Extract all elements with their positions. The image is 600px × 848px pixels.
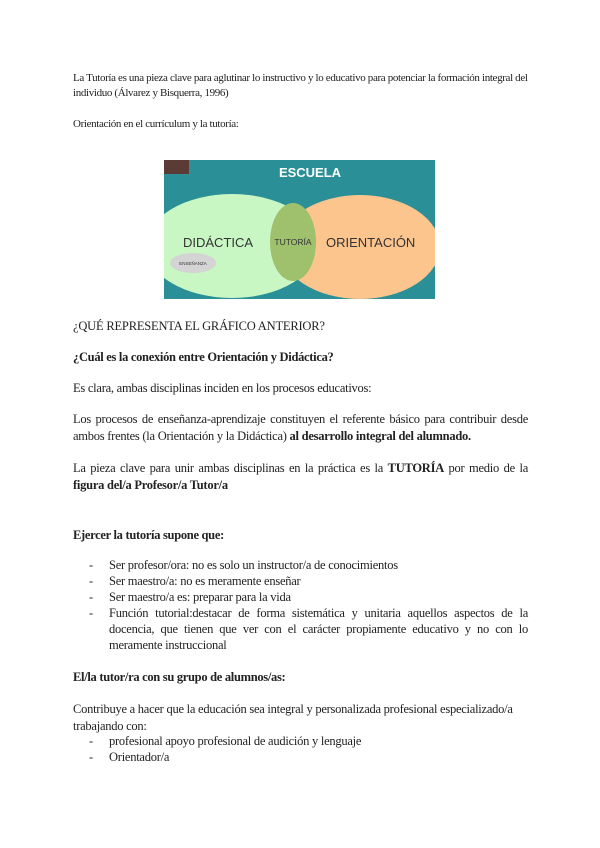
list-item-text: Ser maestro/a: no es meramente enseñar <box>109 574 301 588</box>
group-heading: El/la tutor/ra con su grupo de alumnos/as: <box>73 670 286 684</box>
key-piece-tutoria: TUTORÍA <box>387 461 444 475</box>
list-item-text: Ser maestro/a es: preparar para la vida <box>109 590 291 604</box>
clear-paragraph: Es clara, ambas disciplinas inciden en los procesos educativos: <box>73 381 372 395</box>
didactica-label: DIDÁCTICA <box>183 235 254 250</box>
list-item-text: Ser profesor/ora: no es solo un instructor/a de conocimientos <box>109 558 398 572</box>
connection-heading: ¿Cuál es la conexión entre Orientación y Didáctica? <box>73 350 334 364</box>
diagram-corner-mark <box>164 160 189 174</box>
tutoria-label: TUTORÍA <box>274 237 312 247</box>
dash-bullet: - <box>89 734 93 748</box>
key-piece-paragraph <box>73 460 528 494</box>
list-item <box>73 749 528 765</box>
ensenanza-label: ENSEÑANZA <box>179 261 207 266</box>
group-list <box>73 733 528 765</box>
list-item-text: Orientador/a <box>109 750 170 764</box>
key-piece-figure: figura del/a Profesor/a Tutor/a <box>73 478 228 492</box>
processes-paragraph <box>73 411 528 445</box>
dash-bullet: - <box>89 558 93 572</box>
school-venn-diagram <box>164 160 435 299</box>
list-item-text: profesional apoyo profesional de audición y lenguaje <box>109 734 362 748</box>
processes-bold: al desarrollo integral del alumnado. <box>289 429 471 443</box>
intro-paragraph: La Tutoría es una pieza clave para aglutinar lo instructivo y lo educativo para potenciar la formación integral del individuo (Álvarez y Bisquerra, 1996) <box>73 72 528 99</box>
dash-bullet: - <box>89 750 93 764</box>
dash-bullet: - <box>89 574 93 588</box>
contributes-paragraph: Contribuye a hacer que la educación sea integral y personalizada profesional especializado/a trabajando con: <box>73 702 513 733</box>
question-heading: ¿QUÉ REPRESENTA EL GRÁFICO ANTERIOR? <box>73 319 325 333</box>
list-item <box>73 733 528 749</box>
key-piece-text-1: La pieza clave para unir ambas disciplinas en la práctica es la <box>73 461 388 475</box>
processes-text: Los procesos de enseñanza-aprendizaje constituyen el referente básico para contribuir desde ambos frentes (la Orientación y la Didáctica) <box>73 412 528 443</box>
orientation-intro: Orientación en el currículum y la tutoría: <box>73 118 239 130</box>
list-item <box>73 605 528 653</box>
key-piece-text-2: por medio de la <box>443 461 528 475</box>
list-item <box>73 557 528 573</box>
list-item <box>73 589 528 605</box>
list-item <box>73 573 528 589</box>
list-item-text: Función tutorial:destacar de forma sistemática y unitaria aquellos aspectos de la docencia, que tienen que ver con el carácter propiamente educativo y no con lo meramente instruccional <box>109 606 528 652</box>
diagram-title: ESCUELA <box>278 165 342 180</box>
exercise-list <box>73 557 528 653</box>
orientacion-label: ORIENTACIÓN <box>326 235 416 250</box>
dash-bullet: - <box>89 606 93 620</box>
exercise-heading: Ejercer la tutoría supone que: <box>73 528 224 542</box>
dash-bullet: - <box>89 590 93 604</box>
